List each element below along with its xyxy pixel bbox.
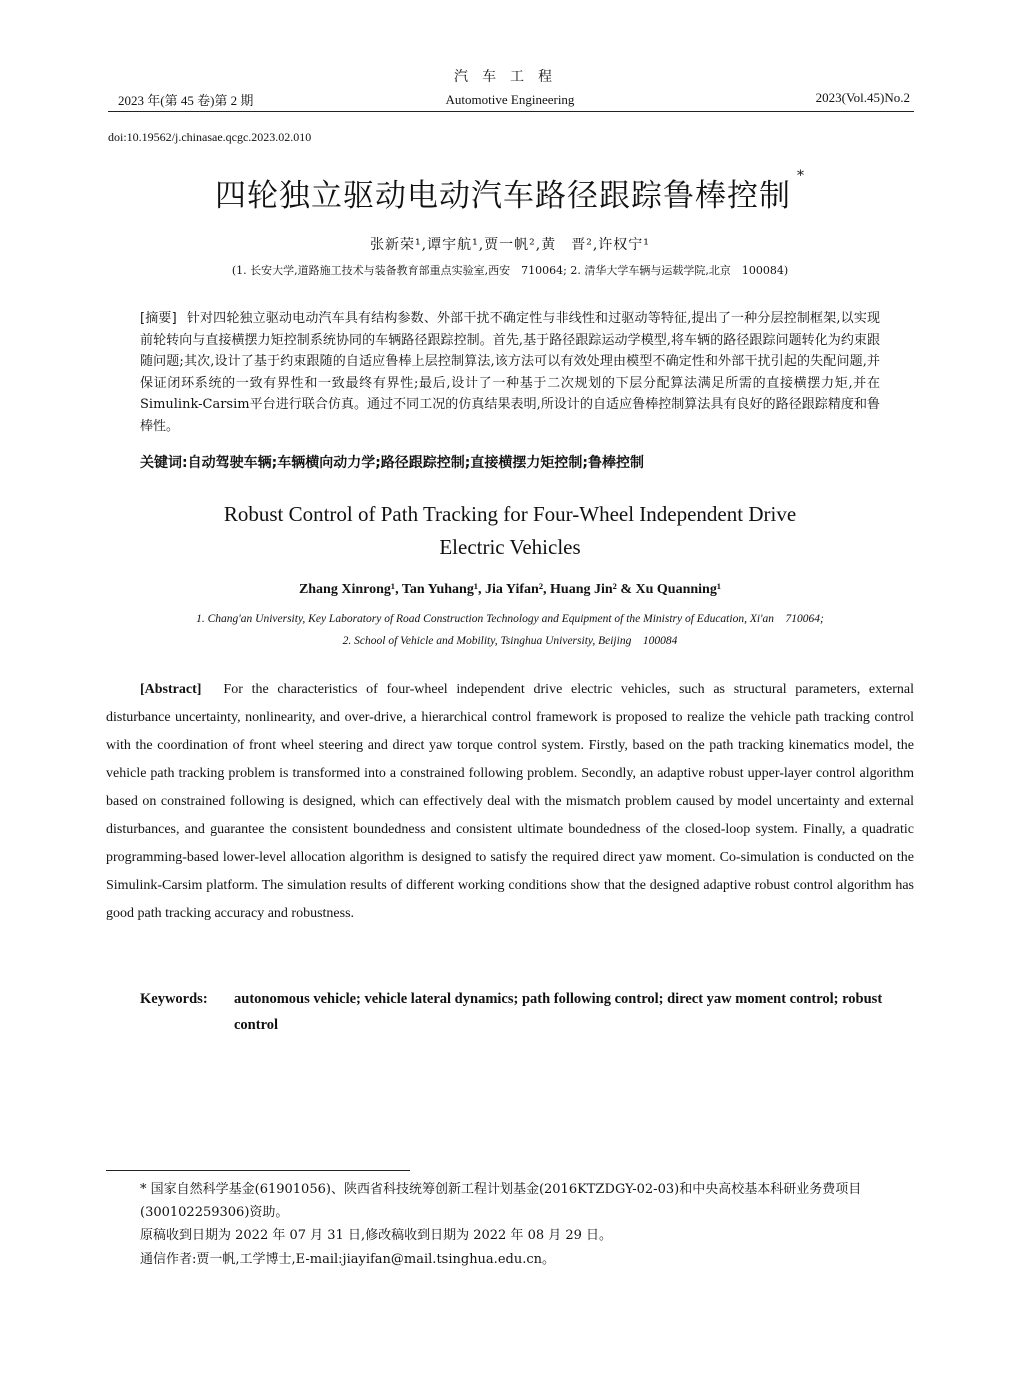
keywords-en-text: autonomous vehicle; vehicle lateral dynamics; path following control; direct yaw moment control; robust control [234, 991, 883, 1033]
title-en-line-2: Electric Vehicles [439, 535, 581, 559]
title-cn-text: 四轮独立驱动电动汽车路径跟踪鲁棒控制 [215, 178, 791, 214]
issue-info-en: 2023(Vol.45)No.2 [815, 90, 910, 105]
issue-info-cn: 2023 年(第 45 卷)第 2 期 [118, 93, 254, 108]
paper-title-cn [0, 170, 1020, 215]
funding-note: * 国家自然科学基金(61901056)、陕西省科技统筹创新工程计划基金(2016KTZDGY-02-03)和中央高校基本科研业务费项目(300102259306)资助。 [140, 1182, 862, 1220]
title-footnote-mark: * [797, 168, 805, 184]
doi: doi:10.19562/j.chinasae.qcgc.2023.02.010 [108, 130, 312, 144]
affiliation-en-1: 1. Chang'an University, Key Laboratory of Road Construction Technology and Equipment of the Ministry of Education, Xi'an 710064; [196, 613, 824, 625]
corresponding-author-note: 通信作者:贾一帆,工学博士,E-mail:jiayifan@mail.tsinghua.edu.cn。 [140, 1252, 555, 1267]
footnote-divider [106, 1170, 410, 1171]
paper-title-en [0, 498, 1020, 564]
affiliation-en-2: 2. School of Vehicle and Mobility, Tsinghua University, Beijing 100084 [342, 635, 678, 647]
abstract-en-label: [Abstract] [140, 682, 202, 697]
journal-name-cn: 汽车工程 [454, 69, 566, 85]
abstract-cn [140, 308, 880, 437]
abstract-cn-text: 针对四轮独立驱动电动汽车具有结构参数、外部干扰不确定性与非线性和过驱动等特征,提出了一种分层控制框架,以实现前轮转向与直接横摆力矩控制系统协同的车辆路径跟踪控制。首先,基于路径跟踪运动学模型,将车辆的路径跟踪问题转化为约束跟随问题;其次,设计了基于约束跟随的自适应鲁棒上层控制算法,该方法可以有效处理由模型不确定性和外部干扰引起的失配问题,并保证闭环系统的一致有界性和一致最终有界性;最后,设计了一种基于二次规划的下层分配算法满足所需的直接横摆力矩,并在Simulink-Carsim平台进行联合仿真。通过不同工况的仿真结果表明,所设计的自适应鲁棒控制算法具有良好的路径跟踪精度和鲁棒性。 [140, 311, 880, 434]
abstract-cn-label: [摘要] [140, 311, 177, 326]
authors-en: Zhang Xinrong¹, Tan Yuhang¹, Jia Yifan², Huang Jin² & Xu Quanning¹ [298, 582, 722, 597]
keywords-en [140, 986, 914, 1038]
keywords-en-label: Keywords: [140, 991, 208, 1007]
keywords-cn: 关键词:自动驾驶车辆;车辆横向动力学;路径跟踪控制;直接横摆力矩控制;鲁棒控制 [140, 455, 644, 471]
title-en-line-1: Robust Control of Path Tracking for Four-Wheel Independent Drive [223, 502, 797, 526]
header-divider [108, 111, 914, 112]
abstract-en-text: For the characteristics of four-wheel independent drive electric vehicles, such as structural parameters, external disturbance uncertainty, nonlinearity, and over-drive, a hierarchical control framework is proposed to realize the vehicle path tracking control with the coordination of front wheel steering and direct yaw torque control system. Firstly, based on the path tracking kinematics model, the vehicle path tracking problem is transformed into a constrained following problem. Secondly, an adaptive robust upper-layer control algorithm based on constrained following is designed, which can effectively deal with the mismatch problem caused by model uncertainty and external disturbances, and guarantee the consistent boundedness and consistent ultimate boundedness of the closed-loop system. Finally, a quadratic programming-based lower-level allocation algorithm is designed to satisfy the required direct yaw moment. Co-simulation is conducted on the Simulink-Carsim platform. The simulation results of different working conditions show that the designed adaptive robust control algorithm has good path tracking accuracy and robustness. [106, 682, 914, 921]
journal-name-en: Automotive Engineering [445, 92, 575, 107]
affiliation-cn: (1. 长安大学,道路施工技术与装备教育部重点实验室,西安 710064; 2. 清华大学车辆与运载学院,北京 100084) [231, 264, 789, 277]
received-date-note: 原稿收到日期为 2022 年 07 月 31 日,修改稿收到日期为 2022 年 08 月 29 日。 [140, 1228, 613, 1243]
abstract-en [106, 676, 914, 928]
authors-cn: 张新荣¹,谭宇航¹,贾一帆²,黄 晋²,许权宁¹ [370, 237, 650, 253]
